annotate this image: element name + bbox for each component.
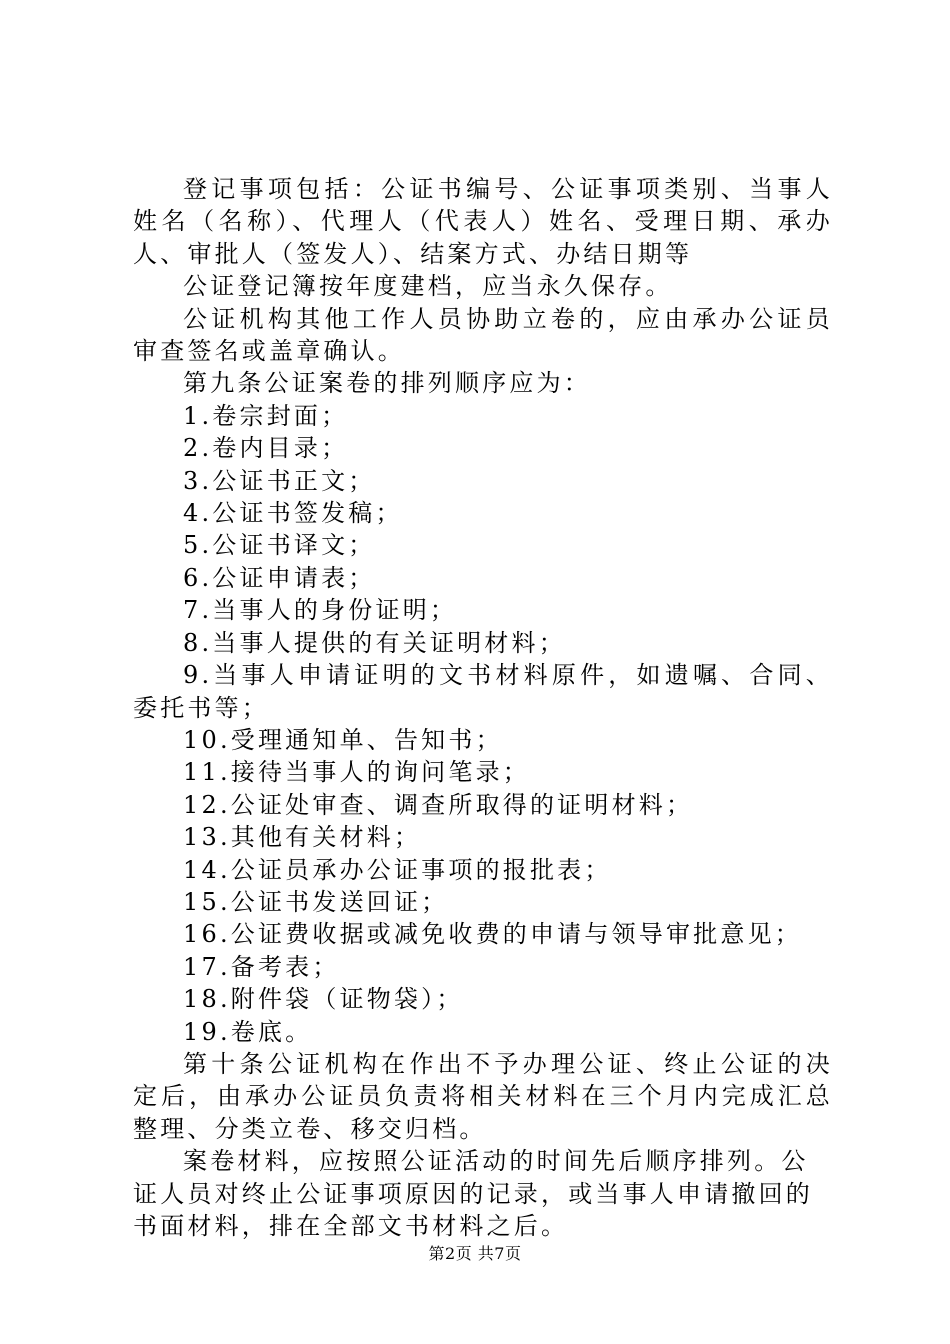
paragraph-case-materials-order: 案卷材料，应按照公证活动的时间先后顺序排列。公证人员对终止公证事项原因的记录，或当事人申请撤回的书面材料，排在全部文书材料之后。 [133,1147,813,1240]
list-item-16: 16.公证费收据或减免收费的申请与领导审批意见； [183,920,802,949]
document-body [133,173,833,1242]
list-item-13: 13.其他有关材料； [183,823,422,852]
list-item-11: 11.接待当事人的询问笔录； [183,758,530,787]
list-item-19: 19.卷底。 [183,1017,313,1046]
list-item-18: 18.附件袋（证物袋）； [183,985,464,1014]
paragraph-registry-archiving: 公证登记簿按年度建档，应当永久保存。 [183,272,673,301]
list-item-2: 2.卷内目录； [183,434,349,463]
list-item-10: 10.受理通知单、告知书； [183,725,503,754]
list-item-6: 6.公证申请表； [183,563,376,592]
paragraph-registration-items: 登记事项包括：公证书编号、公证事项类别、当事人姓名（名称）、代理人（代表人）姓名、受理日期、承办人、审批人（签发人）、结案方式、办结日期等 [133,175,833,268]
paragraph-article-9: 第九条公证案卷的排列顺序应为： [183,369,591,398]
list-item-14: 14.公证员承办公证事项的报批表； [183,855,612,884]
paragraph-staff-assistance: 公证机构其他工作人员协助立卷的，应由承办公证员审查签名或盖章确认。 [133,304,833,366]
paragraph-article-10: 第十条公证机构在作出不予办理公证、终止公证的决定后，由承办公证员负责将相关材料在三个月内完成汇总整理、分类立卷、移交归档。 [133,1049,833,1143]
list-item-15: 15.公证书发送回证； [183,887,449,916]
list-item-17: 17.备考表； [183,952,340,981]
list-item-8: 8.当事人提供的有关证明材料； [183,628,566,657]
list-item-5: 5.公证书译文； [183,531,376,560]
list-item-9: 9.当事人申请证明的文书材料原件，如遗嘱、合同、委托书等； [133,661,833,722]
list-item-1: 1.卷宗封面； [183,401,349,430]
page-footer: 第2页 共7页 [428,1244,522,1263]
list-item-12: 12.公证处审查、调查所取得的证明材料； [183,790,694,819]
list-item-4: 4.公证书签发稿； [183,499,403,528]
list-item-3: 3.公证书正文； [183,466,376,495]
list-item-7: 7.当事人的身份证明； [183,596,458,625]
